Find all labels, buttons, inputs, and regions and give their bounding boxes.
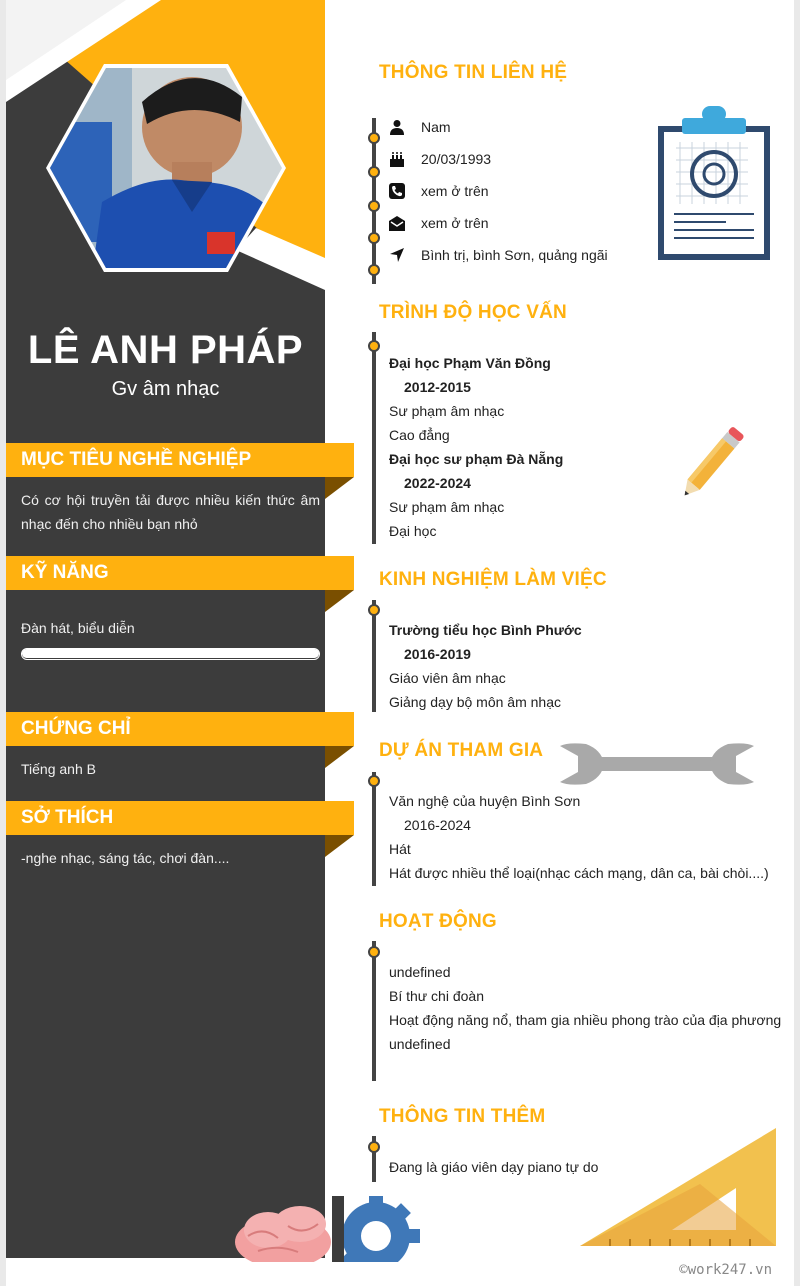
project-description: Hát được nhiều thể loại(nhạc cách mạng, dân ca, bài chòi....) xyxy=(389,865,769,881)
education-school: Đại học Phạm Văn Đồng xyxy=(389,355,551,371)
gear-icon xyxy=(332,1196,420,1262)
activity-line: Hoạt động năng nổ, tham gia nhiều phong trào của địa phương xyxy=(389,1012,782,1028)
skill-level-fill xyxy=(22,649,319,658)
objective-heading: MỤC TIÊU NGHỀ NGHIỆP xyxy=(6,443,354,477)
education-major: Sư phạm âm nhạc xyxy=(389,499,505,515)
experience-position: Giáo viên âm nhạc xyxy=(389,670,506,686)
resume-page: LÊ ANH PHÁP Gv âm nhạc MỤC TIÊU NGHỀ NGHIỆP Có cơ hội truyền tải được nhiều kiến thức âm nhạc đến cho nhiều bạn nhỏ KỸ NĂNG Đàn hát, biểu diễn CHỨNG CHỈ Tiếng anh B SỞ THÍCH -nghe nhạc, sáng tác, chơi đàn.... THÔNG TIN LIÊN HỆ Nam 20/03/1993 xem ở trên xem ở trên Bình trị, bình Sơn, quảng ngãi TRÌNH ĐỘ HỌC VẤN Đại học Phạm Văn Đồng 2012-2015 Sư phạm âm nhạc Cao đẳng Đại học sư phạm Đà Nẵng 2022-2024 Sư phạm âm nhạc Đại học KINH NGHIỆM LÀM VIỆC Trường tiểu học Bình Phước 2016-2019 Giáo viên âm nhạc Giảng dạy bộ môn âm nhạc DỰ ÁN THAM GIA Văn nghệ của huyện Bình Sơn 2016-2024 Hát Hát được nhiều thể loại(nhạc cách mạng, dân ca, bài chòi....) HOẠT ĐỘNG undefined Bí thư chi đoàn Hoạt động năng nổ, tham gia nhiều phong trào của địa phương undefined THÔNG TIN THÊM Đang là giáo viên dạy piano tự do ©work247.vn xyxy=(6,0,794,1286)
skill-level-bar xyxy=(21,648,320,660)
education-timeline xyxy=(372,332,376,544)
person-icon xyxy=(389,119,405,135)
timeline-dot xyxy=(368,264,380,276)
clipboard-illustration xyxy=(656,104,774,264)
hobbies-text: -nghe nhạc, sáng tác, chơi đàn.... xyxy=(21,850,230,866)
brain-gear-decoration xyxy=(228,1196,428,1262)
education-degree: Đại học xyxy=(389,523,437,539)
hobbies-heading: SỞ THÍCH xyxy=(6,801,354,835)
extra-info-heading: THÔNG TIN THÊM xyxy=(379,1106,546,1127)
experience-period: 2016-2019 xyxy=(404,646,471,662)
skills-heading-fold xyxy=(325,590,354,612)
envelope-icon xyxy=(389,215,405,231)
birthday-cake-icon xyxy=(389,151,405,167)
contact-heading: THÔNG TIN LIÊN HỆ xyxy=(379,62,568,83)
objective-text: Có cơ hội truyền tải được nhiều kiến thức âm nhạc đến cho nhiều bạn nhỏ xyxy=(21,492,320,532)
experience-company: Trường tiểu học Bình Phước xyxy=(389,622,582,638)
wrench-illustration xyxy=(560,742,754,786)
brain-icon xyxy=(235,1206,331,1262)
avatar xyxy=(42,62,286,274)
experience-timeline xyxy=(372,600,376,712)
project-name: Văn nghệ của huyện Bình Sơn xyxy=(389,793,581,809)
timeline-dot xyxy=(368,340,380,352)
location-arrow-icon xyxy=(389,247,405,263)
timeline-dot xyxy=(368,232,380,244)
projects-heading: DỰ ÁN THAM GIA xyxy=(379,740,544,761)
timeline-dot xyxy=(368,946,380,958)
set-square-illustration xyxy=(580,1126,776,1250)
extra-info-text: Đang là giáo viên dạy piano tự do xyxy=(389,1159,599,1175)
project-role: Hát xyxy=(389,841,411,857)
objective-heading-fold xyxy=(325,477,354,499)
activity-line: undefined xyxy=(389,1036,451,1052)
activity-line: undefined xyxy=(389,964,451,980)
hobbies-heading-fold xyxy=(325,835,354,857)
activities-heading: HOẠT ĐỘNG xyxy=(379,911,497,932)
certificates-heading-fold xyxy=(325,746,354,768)
activity-line: Bí thư chi đoàn xyxy=(389,988,484,1004)
experience-description: Giảng dạy bộ môn âm nhạc xyxy=(389,694,561,710)
activities-timeline xyxy=(372,941,376,1081)
certificates-heading: CHỨNG CHỈ xyxy=(6,712,354,746)
skill-label: Đàn hát, biểu diễn xyxy=(21,620,135,636)
skills-heading: KỸ NĂNG xyxy=(6,556,354,590)
experience-heading: KINH NGHIỆM LÀM VIỆC xyxy=(379,569,607,590)
education-heading: TRÌNH ĐỘ HỌC VẤN xyxy=(379,302,567,323)
candidate-name: LÊ ANH PHÁP xyxy=(27,328,304,372)
education-degree: Cao đẳng xyxy=(389,427,450,443)
education-period: 2012-2015 xyxy=(404,379,471,395)
certificates-text: Tiếng anh B xyxy=(21,761,96,777)
candidate-role: Gv âm nhạc xyxy=(111,378,220,400)
timeline-dot xyxy=(368,132,380,144)
education-school: Đại học sư phạm Đà Nẵng xyxy=(389,451,564,467)
project-period: 2016-2024 xyxy=(404,817,471,833)
timeline-dot xyxy=(368,166,380,178)
timeline-dot xyxy=(368,775,380,787)
education-major: Sư phạm âm nhạc xyxy=(389,403,505,419)
phone-icon xyxy=(389,183,405,199)
timeline-dot xyxy=(368,604,380,616)
education-period: 2022-2024 xyxy=(404,475,471,491)
pencil-illustration xyxy=(666,422,756,506)
timeline-dot xyxy=(368,1141,380,1153)
watermark: ©work247.vn xyxy=(679,1262,772,1278)
projects-timeline xyxy=(372,772,376,886)
timeline-dot xyxy=(368,200,380,212)
